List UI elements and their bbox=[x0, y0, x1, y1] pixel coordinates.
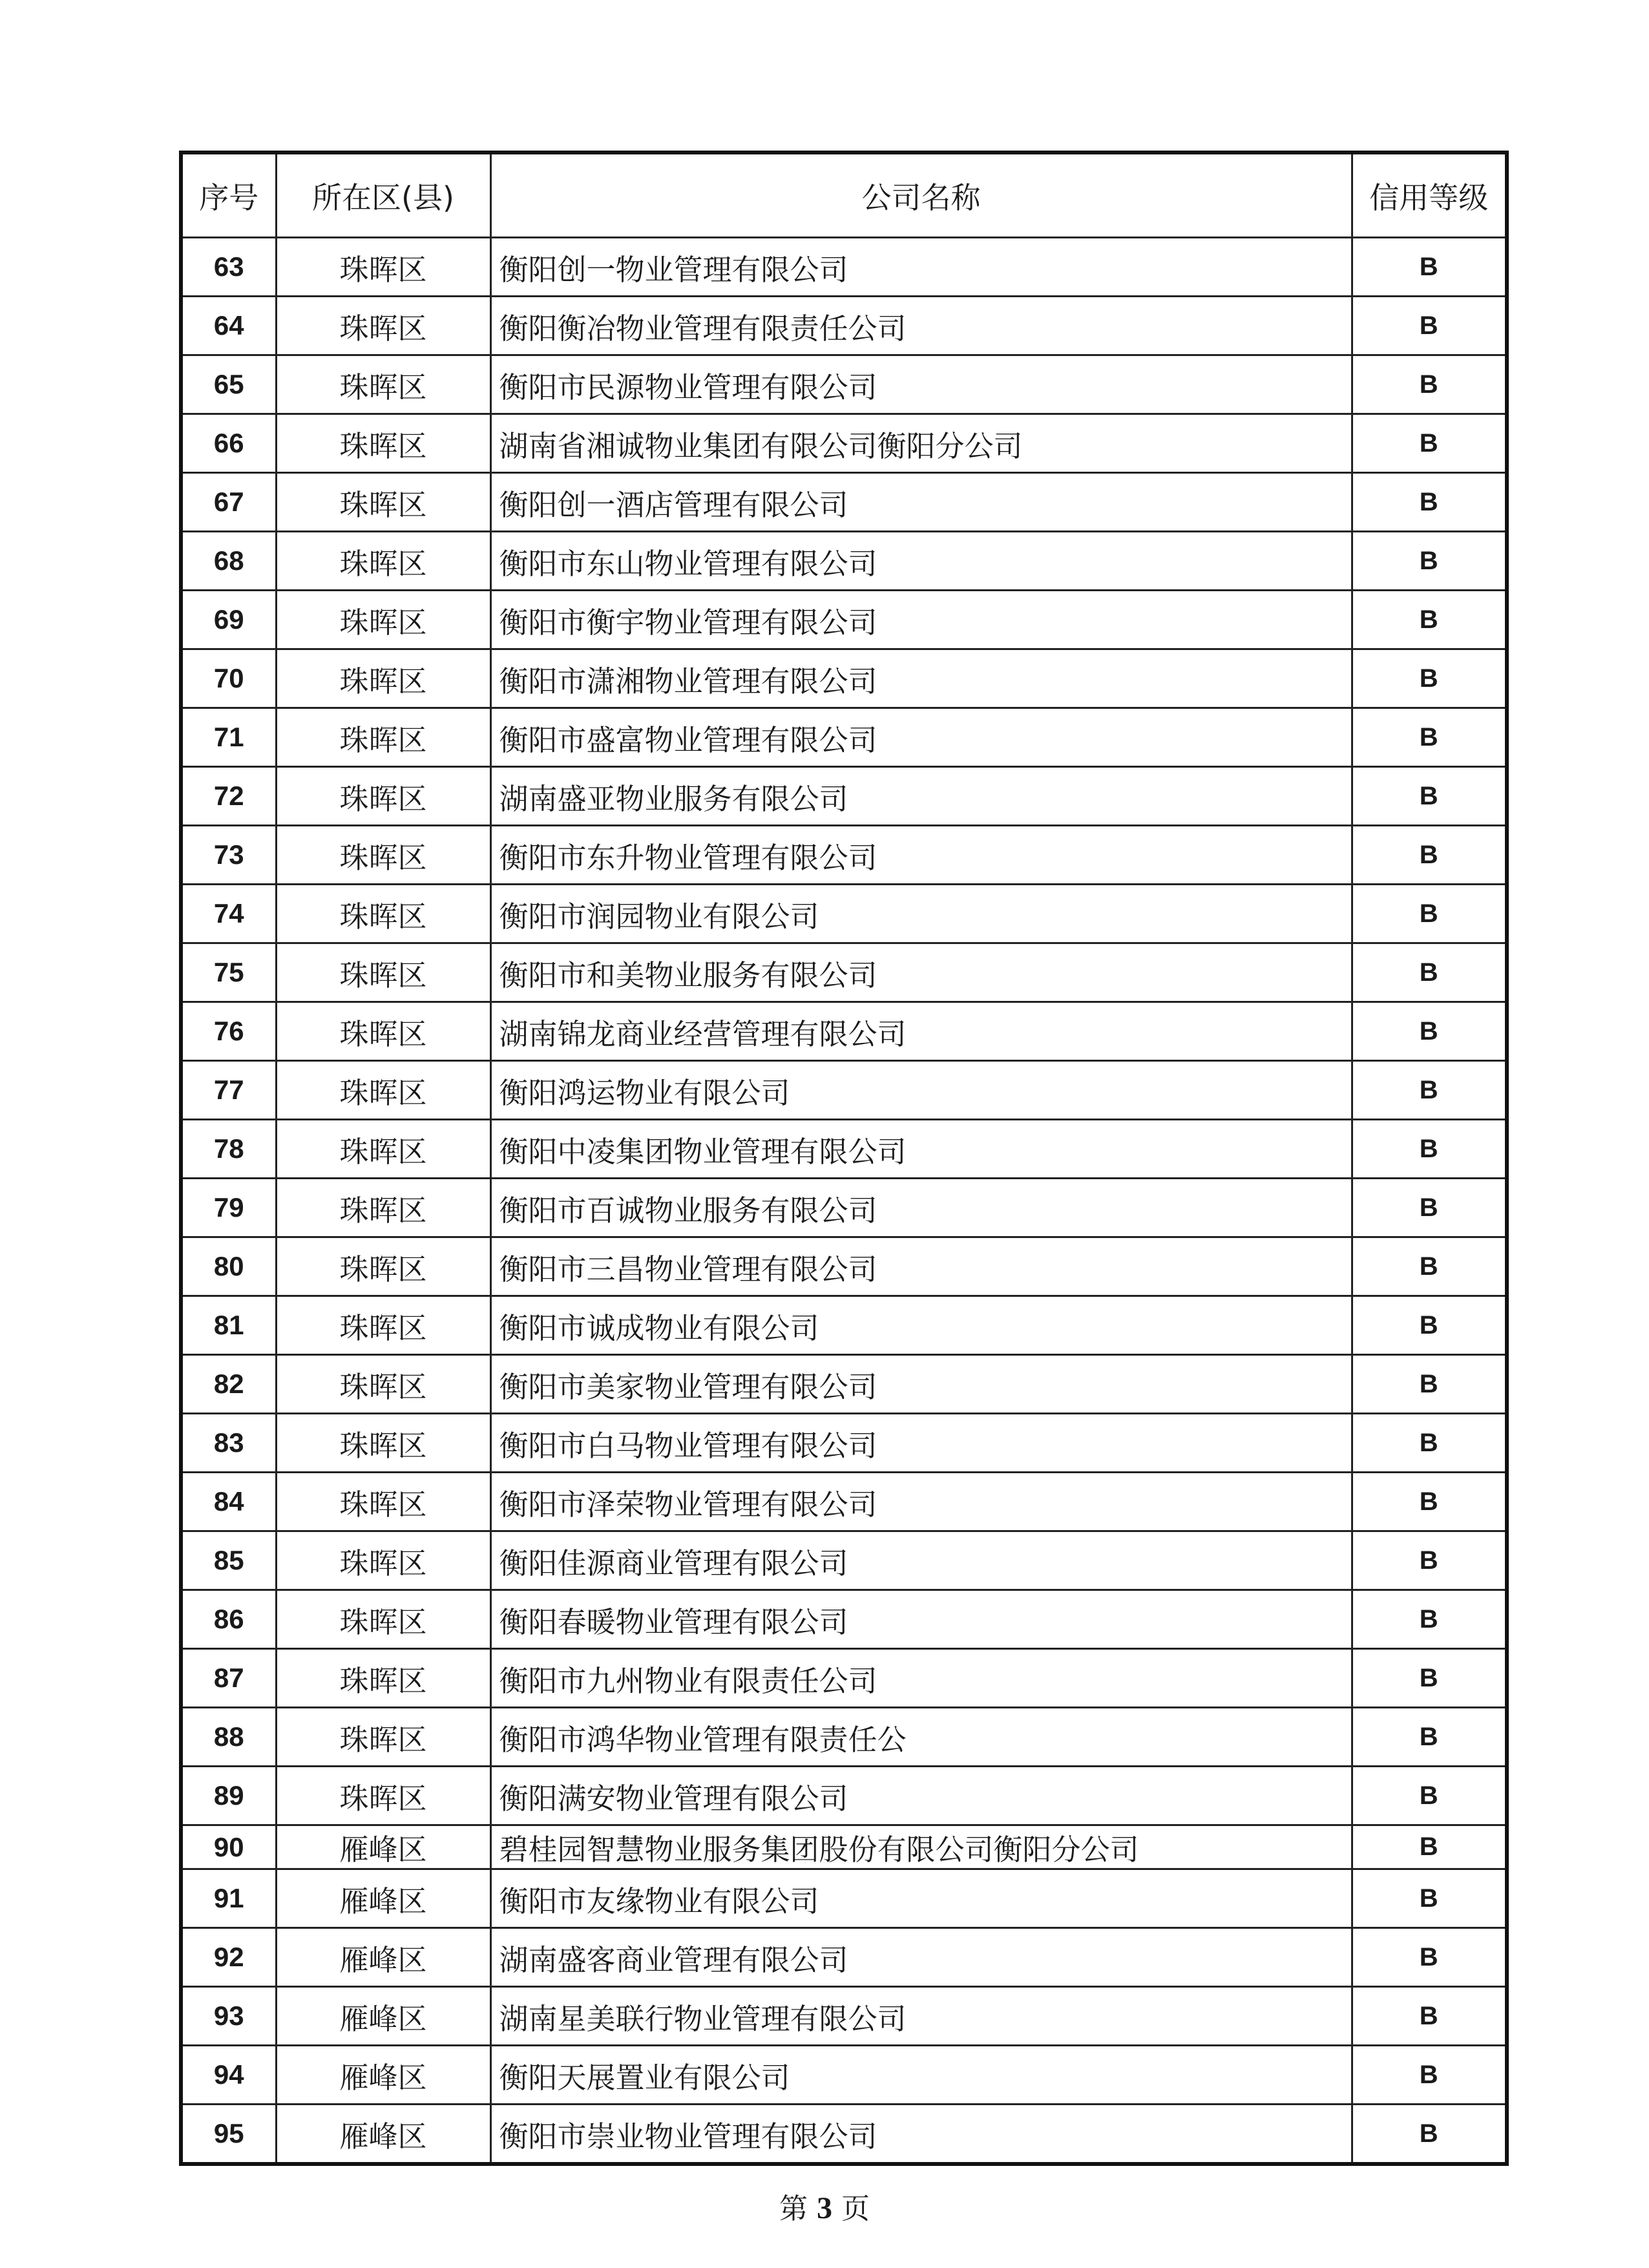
cell-district: 珠晖区 bbox=[276, 1708, 490, 1767]
cell-company: 湖南省湘诚物业集团有限公司衡阳分公司 bbox=[490, 414, 1352, 473]
cell-seq: 74 bbox=[181, 885, 276, 943]
cell-seq: 93 bbox=[181, 1987, 276, 2046]
table-row bbox=[181, 1825, 1507, 1869]
cell-company: 衡阳市诚成物业有限公司 bbox=[490, 1296, 1352, 1355]
cell-district: 珠晖区 bbox=[276, 708, 490, 767]
cell-grade: B bbox=[1352, 708, 1507, 767]
cell-grade: B bbox=[1352, 943, 1507, 1002]
table-row bbox=[181, 1296, 1507, 1355]
table-row bbox=[181, 414, 1507, 473]
table-row bbox=[181, 708, 1507, 767]
cell-district: 珠晖区 bbox=[276, 1061, 490, 1120]
cell-grade: B bbox=[1352, 1928, 1507, 1987]
cell-company: 湖南盛亚物业服务有限公司 bbox=[490, 767, 1352, 826]
cell-grade: B bbox=[1352, 2105, 1507, 2165]
cell-seq: 69 bbox=[181, 591, 276, 649]
cell-seq: 70 bbox=[181, 649, 276, 708]
cell-company: 湖南锦龙商业经营管理有限公司 bbox=[490, 1002, 1352, 1061]
cell-company: 衡阳春暖物业管理有限公司 bbox=[490, 1590, 1352, 1649]
cell-company: 衡阳市衡宇物业管理有限公司 bbox=[490, 591, 1352, 649]
cell-grade: B bbox=[1352, 767, 1507, 826]
cell-seq: 82 bbox=[181, 1355, 276, 1414]
table-row bbox=[181, 1708, 1507, 1767]
cell-seq: 91 bbox=[181, 1869, 276, 1928]
cell-grade: B bbox=[1352, 1237, 1507, 1296]
cell-seq: 63 bbox=[181, 238, 276, 297]
table-row bbox=[181, 1649, 1507, 1708]
cell-grade: B bbox=[1352, 532, 1507, 591]
table-row bbox=[181, 238, 1507, 297]
table-header-row bbox=[181, 152, 1507, 238]
cell-company: 衡阳市鸿华物业管理有限责任公 bbox=[490, 1708, 1352, 1767]
cell-company: 衡阳市和美物业服务有限公司 bbox=[490, 943, 1352, 1002]
table-row bbox=[181, 355, 1507, 414]
cell-seq: 89 bbox=[181, 1767, 276, 1825]
cell-district: 珠晖区 bbox=[276, 1414, 490, 1473]
cell-grade: B bbox=[1352, 1473, 1507, 1531]
footer-prefix: 第 bbox=[779, 2192, 808, 2225]
header-company: 公司名称 bbox=[490, 152, 1352, 238]
table-row bbox=[181, 826, 1507, 885]
cell-company: 衡阳市泽荣物业管理有限公司 bbox=[490, 1473, 1352, 1531]
cell-seq: 78 bbox=[181, 1120, 276, 1179]
cell-grade: B bbox=[1352, 885, 1507, 943]
table-row bbox=[181, 1473, 1507, 1531]
cell-company: 衡阳市东山物业管理有限公司 bbox=[490, 532, 1352, 591]
cell-district: 珠晖区 bbox=[276, 1120, 490, 1179]
cell-district: 珠晖区 bbox=[276, 649, 490, 708]
table-row bbox=[181, 591, 1507, 649]
cell-district: 珠晖区 bbox=[276, 591, 490, 649]
cell-district: 珠晖区 bbox=[276, 1531, 490, 1590]
cell-seq: 76 bbox=[181, 1002, 276, 1061]
cell-grade: B bbox=[1352, 1987, 1507, 2046]
cell-district: 珠晖区 bbox=[276, 238, 490, 297]
cell-grade: B bbox=[1352, 1355, 1507, 1414]
cell-district: 珠晖区 bbox=[276, 885, 490, 943]
cell-district: 珠晖区 bbox=[276, 297, 490, 355]
cell-seq: 84 bbox=[181, 1473, 276, 1531]
cell-grade: B bbox=[1352, 238, 1507, 297]
cell-grade: B bbox=[1352, 473, 1507, 532]
cell-company: 衡阳市三昌物业管理有限公司 bbox=[490, 1237, 1352, 1296]
cell-district: 珠晖区 bbox=[276, 1296, 490, 1355]
cell-grade: B bbox=[1352, 1708, 1507, 1767]
footer-page-number: 3 bbox=[817, 2191, 832, 2225]
cell-seq: 71 bbox=[181, 708, 276, 767]
cell-company: 湖南盛客商业管理有限公司 bbox=[490, 1928, 1352, 1987]
cell-district: 珠晖区 bbox=[276, 943, 490, 1002]
cell-seq: 88 bbox=[181, 1708, 276, 1767]
cell-district: 珠晖区 bbox=[276, 1649, 490, 1708]
cell-company: 衡阳市润园物业有限公司 bbox=[490, 885, 1352, 943]
table-row bbox=[181, 649, 1507, 708]
cell-district: 雁峰区 bbox=[276, 2105, 490, 2165]
cell-seq: 87 bbox=[181, 1649, 276, 1708]
table-row bbox=[181, 532, 1507, 591]
cell-company: 衡阳创一酒店管理有限公司 bbox=[490, 473, 1352, 532]
cell-grade: B bbox=[1352, 826, 1507, 885]
cell-seq: 85 bbox=[181, 1531, 276, 1590]
cell-district: 珠晖区 bbox=[276, 767, 490, 826]
cell-grade: B bbox=[1352, 297, 1507, 355]
page-number-footer bbox=[0, 2185, 1649, 2227]
table-row bbox=[181, 1987, 1507, 2046]
table-row bbox=[181, 1590, 1507, 1649]
cell-district: 珠晖区 bbox=[276, 355, 490, 414]
cell-district: 雁峰区 bbox=[276, 1869, 490, 1928]
cell-district: 雁峰区 bbox=[276, 1928, 490, 1987]
table-row bbox=[181, 767, 1507, 826]
table-row bbox=[181, 1237, 1507, 1296]
cell-company: 衡阳市盛富物业管理有限公司 bbox=[490, 708, 1352, 767]
cell-grade: B bbox=[1352, 1296, 1507, 1355]
cell-grade: B bbox=[1352, 2046, 1507, 2105]
table-row bbox=[181, 2046, 1507, 2105]
cell-seq: 77 bbox=[181, 1061, 276, 1120]
cell-company: 衡阳佳源商业管理有限公司 bbox=[490, 1531, 1352, 1590]
cell-seq: 81 bbox=[181, 1296, 276, 1355]
cell-district: 珠晖区 bbox=[276, 1179, 490, 1237]
cell-seq: 67 bbox=[181, 473, 276, 532]
table-row bbox=[181, 2105, 1507, 2165]
cell-company: 衡阳市潇湘物业管理有限公司 bbox=[490, 649, 1352, 708]
header-district: 所在区(县) bbox=[276, 152, 490, 238]
table-row bbox=[181, 297, 1507, 355]
credit-rating-table bbox=[179, 151, 1509, 2166]
cell-district: 珠晖区 bbox=[276, 1002, 490, 1061]
cell-district: 珠晖区 bbox=[276, 1590, 490, 1649]
cell-seq: 95 bbox=[181, 2105, 276, 2165]
cell-grade: B bbox=[1352, 1414, 1507, 1473]
header-grade: 信用等级 bbox=[1352, 152, 1507, 238]
cell-grade: B bbox=[1352, 1767, 1507, 1825]
cell-company: 衡阳满安物业管理有限公司 bbox=[490, 1767, 1352, 1825]
table-row bbox=[181, 943, 1507, 1002]
table-row bbox=[181, 1928, 1507, 1987]
cell-seq: 66 bbox=[181, 414, 276, 473]
cell-district: 珠晖区 bbox=[276, 1767, 490, 1825]
cell-district: 珠晖区 bbox=[276, 1237, 490, 1296]
cell-grade: B bbox=[1352, 1531, 1507, 1590]
cell-grade: B bbox=[1352, 414, 1507, 473]
cell-grade: B bbox=[1352, 1649, 1507, 1708]
cell-grade: B bbox=[1352, 649, 1507, 708]
cell-district: 雁峰区 bbox=[276, 1825, 490, 1869]
cell-grade: B bbox=[1352, 1825, 1507, 1869]
cell-district: 珠晖区 bbox=[276, 473, 490, 532]
cell-company: 衡阳市九州物业有限责任公司 bbox=[490, 1649, 1352, 1708]
cell-seq: 86 bbox=[181, 1590, 276, 1649]
cell-seq: 80 bbox=[181, 1237, 276, 1296]
cell-company: 衡阳市民源物业管理有限公司 bbox=[490, 355, 1352, 414]
cell-district: 珠晖区 bbox=[276, 414, 490, 473]
cell-company: 衡阳创一物业管理有限公司 bbox=[490, 238, 1352, 297]
cell-company: 衡阳天展置业有限公司 bbox=[490, 2046, 1352, 2105]
table-row bbox=[181, 1120, 1507, 1179]
cell-company: 湖南星美联行物业管理有限公司 bbox=[490, 1987, 1352, 2046]
cell-seq: 65 bbox=[181, 355, 276, 414]
cell-company: 衡阳市崇业物业管理有限公司 bbox=[490, 2105, 1352, 2165]
cell-grade: B bbox=[1352, 1179, 1507, 1237]
cell-company: 衡阳市美家物业管理有限公司 bbox=[490, 1355, 1352, 1414]
table-row bbox=[181, 1869, 1507, 1928]
cell-grade: B bbox=[1352, 591, 1507, 649]
cell-grade: B bbox=[1352, 1120, 1507, 1179]
cell-company: 衡阳市东升物业管理有限公司 bbox=[490, 826, 1352, 885]
cell-district: 雁峰区 bbox=[276, 2046, 490, 2105]
cell-company: 衡阳市白马物业管理有限公司 bbox=[490, 1414, 1352, 1473]
cell-district: 珠晖区 bbox=[276, 1355, 490, 1414]
cell-company: 衡阳市百诚物业服务有限公司 bbox=[490, 1179, 1352, 1237]
table-row bbox=[181, 1179, 1507, 1237]
cell-district: 雁峰区 bbox=[276, 1987, 490, 2046]
table-row bbox=[181, 885, 1507, 943]
table-row bbox=[181, 1355, 1507, 1414]
table-row bbox=[181, 1531, 1507, 1590]
footer-suffix: 页 bbox=[841, 2192, 870, 2225]
cell-grade: B bbox=[1352, 1061, 1507, 1120]
cell-seq: 79 bbox=[181, 1179, 276, 1237]
table-row bbox=[181, 1767, 1507, 1825]
cell-seq: 90 bbox=[181, 1825, 276, 1869]
cell-district: 珠晖区 bbox=[276, 826, 490, 885]
table-row bbox=[181, 1414, 1507, 1473]
cell-seq: 75 bbox=[181, 943, 276, 1002]
cell-seq: 83 bbox=[181, 1414, 276, 1473]
cell-company: 衡阳鸿运物业有限公司 bbox=[490, 1061, 1352, 1120]
cell-seq: 68 bbox=[181, 532, 276, 591]
cell-grade: B bbox=[1352, 355, 1507, 414]
cell-seq: 72 bbox=[181, 767, 276, 826]
table-body bbox=[181, 238, 1507, 2165]
cell-seq: 73 bbox=[181, 826, 276, 885]
cell-grade: B bbox=[1352, 1002, 1507, 1061]
table-row bbox=[181, 1002, 1507, 1061]
cell-grade: B bbox=[1352, 1590, 1507, 1649]
cell-seq: 64 bbox=[181, 297, 276, 355]
cell-company: 衡阳衡冶物业管理有限责任公司 bbox=[490, 297, 1352, 355]
cell-seq: 92 bbox=[181, 1928, 276, 1987]
cell-seq: 94 bbox=[181, 2046, 276, 2105]
cell-grade: B bbox=[1352, 1869, 1507, 1928]
table-row bbox=[181, 473, 1507, 532]
table-row bbox=[181, 1061, 1507, 1120]
cell-company: 碧桂园智慧物业服务集团股份有限公司衡阳分公司 bbox=[490, 1825, 1352, 1869]
cell-company: 衡阳市友缘物业有限公司 bbox=[490, 1869, 1352, 1928]
header-seq: 序号 bbox=[181, 152, 276, 238]
cell-company: 衡阳中凌集团物业管理有限公司 bbox=[490, 1120, 1352, 1179]
cell-district: 珠晖区 bbox=[276, 1473, 490, 1531]
cell-district: 珠晖区 bbox=[276, 532, 490, 591]
